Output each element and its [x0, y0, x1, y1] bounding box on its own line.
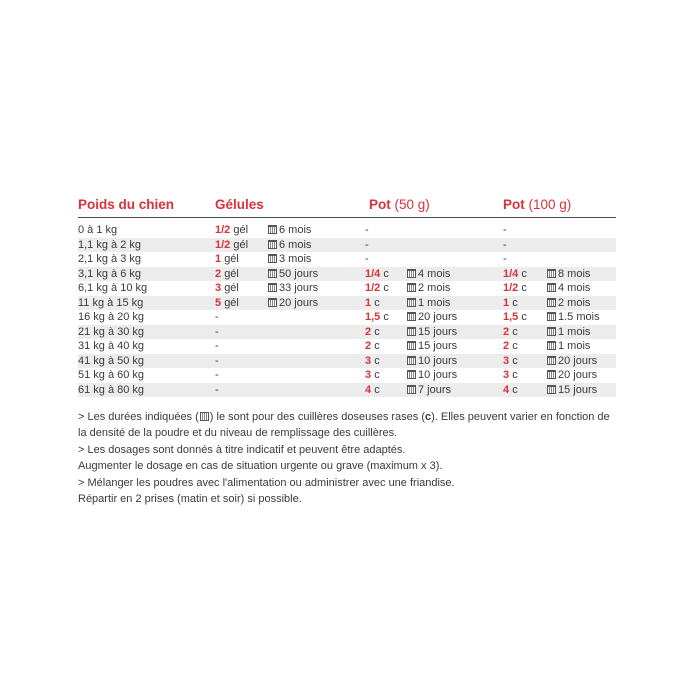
pot100-dose: 1/2: [503, 282, 519, 294]
weight-cell: 61 kg à 80 kg: [78, 383, 145, 396]
pot100-unit: c: [512, 340, 518, 352]
pot50-unit: c: [374, 354, 380, 367]
pot50-unit: c: [374, 296, 380, 309]
gel-dose-col: [215, 267, 239, 282]
pot50-dose-col: [365, 325, 380, 340]
weight-cell: 31 kg à 40 kg: [78, 340, 145, 352]
weight-cell: 41 kg à 50 kg: [78, 354, 145, 367]
header-pot-100-label: Pot: [503, 197, 525, 212]
calendar-icon: [268, 298, 277, 307]
pot50-unit: c: [374, 369, 380, 381]
calendar-icon: [407, 341, 416, 350]
pot100-dose: 3: [503, 369, 510, 381]
table-row: [78, 252, 616, 267]
pot50-dose-col: [365, 310, 389, 325]
pot50-unit: c: [374, 325, 380, 338]
gel-unit: gél: [224, 296, 239, 309]
calendar-icon: [547, 341, 556, 350]
pot50-duration: 1 mois: [418, 296, 451, 309]
calendar-icon: [268, 225, 277, 234]
pot100-duration-col: [547, 325, 590, 340]
pot100-duration: 8 mois: [558, 267, 591, 280]
table-row: [78, 383, 616, 398]
pot50-dose-col: [365, 354, 380, 369]
pot50-dose: 4: [365, 383, 372, 396]
gel-dose-col: [215, 368, 219, 383]
pot100-dose: 2: [503, 340, 510, 352]
pot100-dose-col: [503, 383, 518, 398]
pot50-dose-col: [365, 339, 380, 354]
pot50-dose: 3: [365, 369, 372, 381]
table-row: [78, 238, 616, 253]
calendar-icon: [547, 298, 556, 307]
header-pot-50-unit: (50 g): [394, 197, 430, 212]
table-row: [78, 339, 616, 354]
header-pot-100-unit: (100 g): [528, 197, 572, 212]
calendar-icon: [407, 298, 416, 307]
pot50-duration-col: [407, 281, 450, 296]
gel-duration: 6 mois: [279, 224, 312, 236]
pot50-duration: 10 jours: [418, 369, 458, 381]
weight-cell: 51 kg à 60 kg: [78, 369, 145, 381]
pot100-duration-col: [547, 368, 597, 383]
gel-dose: -: [215, 354, 219, 367]
pot50-dose: 2: [365, 340, 372, 352]
weight-col: [78, 354, 144, 369]
note-3-line-2: Répartir en 2 prises (matin et soir) si possible.: [78, 492, 302, 505]
pot50-duration-col: [407, 368, 457, 383]
pot50-duration-col: [407, 354, 457, 369]
calendar-icon: [268, 269, 277, 278]
pot50-dose-col: [365, 252, 369, 267]
gel-dose: -: [215, 383, 219, 396]
note-2-line-2: Augmenter le dosage en cas de situation urgente ou grave (maximum x 3).: [78, 459, 443, 472]
pot50-duration: 2 mois: [418, 282, 451, 294]
gel-unit: gél: [224, 253, 239, 265]
gel-dose: 2: [215, 267, 222, 280]
pot50-dose-col: [365, 267, 389, 282]
pot50-duration: 10 jours: [418, 354, 458, 367]
weight-cell: 2,1 kg à 3 kg: [78, 253, 141, 265]
gel-dose: -: [215, 369, 219, 381]
pot50-dose-col: [365, 223, 369, 238]
pot100-duration: 4 mois: [558, 282, 591, 294]
pot50-unit: c: [383, 282, 389, 294]
gel-duration-col: [268, 252, 311, 267]
pot50-dose: -: [365, 253, 369, 265]
pot100-unit: c: [512, 369, 518, 381]
calendar-icon: [268, 254, 277, 263]
gel-duration-col: [268, 281, 318, 296]
calendar-icon: [407, 283, 416, 292]
pot100-duration-col: [547, 281, 590, 296]
calendar-icon: [268, 283, 277, 292]
gel-dose-col: [215, 325, 219, 340]
calendar-icon: [547, 283, 556, 292]
pot100-unit: c: [512, 354, 518, 367]
table-header: [78, 197, 618, 215]
pot100-duration-col: [547, 383, 597, 398]
gel-unit: gél: [224, 282, 239, 294]
pot50-duration: 15 jours: [418, 340, 458, 352]
pot100-duration: 1 mois: [558, 340, 591, 352]
pot50-dose: 2: [365, 325, 372, 338]
note-2-line-1: > Les dosages sont donnés à titre indicatif et peuvent être adaptés.: [78, 444, 406, 456]
gel-dose: -: [215, 325, 219, 338]
pot100-duration-col: [547, 296, 590, 311]
table-row: [78, 281, 616, 296]
gel-dose: 5: [215, 296, 222, 309]
weight-col: [78, 296, 143, 311]
calendar-icon: [407, 269, 416, 278]
pot50-unit: c: [374, 383, 380, 396]
pot50-unit: c: [383, 311, 389, 323]
pot50-duration-col: [407, 325, 457, 340]
pot50-duration-col: [407, 310, 457, 325]
pot100-dose-col: [503, 339, 518, 354]
pot100-unit: c: [512, 325, 518, 338]
calendar-icon: [407, 385, 416, 394]
weight-cell: 6,1 kg à 10 kg: [78, 282, 148, 294]
table-row: [78, 223, 616, 238]
pot50-duration-col: [407, 296, 450, 311]
pot100-unit: c: [512, 296, 518, 309]
weight-cell: 0 à 1 kg: [78, 224, 118, 236]
pot100-dose-col: [503, 223, 507, 238]
pot100-duration: 1.5 mois: [558, 311, 600, 323]
gel-dose-col: [215, 238, 248, 253]
note-1-spoon: c: [425, 411, 432, 423]
pot100-duration-col: [547, 310, 600, 325]
weight-col: [78, 252, 141, 267]
calendar-icon: [407, 370, 416, 379]
note-1-part-a: > Les durées indiquées (: [78, 411, 199, 423]
pot100-dose: 2: [503, 325, 510, 338]
table-row: [78, 325, 616, 340]
pot50-dose: -: [365, 238, 369, 251]
calendar-icon: [268, 240, 277, 249]
gel-duration: 6 mois: [279, 238, 312, 251]
gel-dose: 1/2: [215, 224, 231, 236]
pot50-duration-col: [407, 383, 451, 398]
calendar-icon: [547, 327, 556, 336]
pot100-duration: 2 mois: [558, 296, 591, 309]
note-durations: [78, 410, 618, 441]
pot50-dose: -: [365, 224, 369, 236]
weight-col: [78, 281, 147, 296]
gel-duration-col: [268, 267, 318, 282]
pot100-dose-col: [503, 296, 518, 311]
table-row: [78, 296, 616, 311]
weight-col: [78, 223, 117, 238]
pot100-dose-col: [503, 267, 527, 282]
pot100-duration-col: [547, 339, 590, 354]
pot100-dose: 1: [503, 296, 510, 309]
pot50-dose: 1/2: [365, 282, 381, 294]
gel-unit: gél: [233, 238, 249, 251]
weight-cell: 16 kg à 20 kg: [78, 311, 145, 323]
gel-dose-col: [215, 281, 239, 296]
weight-cell: 11 kg à 15 kg: [78, 296, 144, 309]
header-poids: Poids du chien: [78, 197, 175, 212]
pot100-unit: c: [521, 311, 527, 323]
pot100-dose-col: [503, 310, 527, 325]
pot50-dose: 1,5: [365, 311, 381, 323]
pot100-dose-col: [503, 281, 527, 296]
table-row: [78, 368, 616, 383]
pot100-duration: 1 mois: [558, 325, 591, 338]
gel-unit: gél: [233, 224, 249, 236]
gel-duration: 33 jours: [279, 282, 319, 294]
pot100-dose: -: [503, 224, 507, 236]
pot50-unit: c: [374, 340, 380, 352]
pot100-dose-col: [503, 238, 507, 253]
gel-dose-col: [215, 252, 239, 267]
pot100-dose-col: [503, 325, 518, 340]
gel-unit: gél: [224, 267, 239, 280]
calendar-icon: [407, 327, 416, 336]
gel-duration-col: [268, 238, 311, 253]
gel-duration: 20 jours: [279, 296, 319, 309]
gel-dose-col: [215, 223, 248, 238]
note-1-part-b: ) le sont pour des cuillères doseuses rases (: [209, 411, 425, 423]
pot100-unit: c: [512, 383, 518, 396]
pot50-dose: 1/4: [365, 267, 381, 280]
pot100-dose: 1/4: [503, 267, 519, 280]
pot100-dose: 1,5: [503, 311, 519, 323]
pot100-duration: 15 jours: [558, 383, 598, 396]
note-3-line-1: > Mélanger les poudres avec l'alimentation ou administrer avec une friandise.: [78, 477, 455, 489]
gel-duration: 3 mois: [279, 253, 312, 265]
table-row: [78, 354, 616, 369]
weight-col: [78, 325, 144, 340]
gel-dose-col: [215, 296, 239, 311]
notes-section: [78, 410, 618, 509]
calendar-icon: [200, 412, 209, 421]
pot100-unit: c: [521, 282, 527, 294]
note-dosages: [78, 443, 618, 474]
header-pot-50: [369, 197, 430, 212]
gel-duration-col: [268, 223, 311, 238]
pot50-unit: c: [383, 267, 389, 280]
table-row: [78, 267, 616, 282]
gel-dose: 1/2: [215, 238, 231, 251]
weight-col: [78, 368, 144, 383]
pot100-duration-col: [547, 354, 597, 369]
pot50-duration: 15 jours: [418, 325, 458, 338]
pot50-dose: 3: [365, 354, 372, 367]
gel-dose: 1: [215, 253, 222, 265]
pot50-duration: 7 jours: [418, 383, 452, 396]
pot50-dose-col: [365, 296, 380, 311]
gel-dose: -: [215, 311, 219, 323]
gel-duration: 50 jours: [279, 267, 319, 280]
calendar-icon: [407, 356, 416, 365]
table-row: [78, 310, 616, 325]
weight-col: [78, 383, 144, 398]
header-gelules: Gélules: [215, 197, 264, 212]
pot50-dose-col: [365, 383, 380, 398]
calendar-icon: [407, 312, 416, 321]
header-pot-50-label: Pot: [369, 197, 391, 212]
calendar-icon: [547, 385, 556, 394]
pot100-duration: 20 jours: [558, 354, 598, 367]
note-administration: [78, 476, 618, 507]
pot100-duration-col: [547, 267, 590, 282]
pot50-dose-col: [365, 238, 369, 253]
pot50-duration-col: [407, 339, 457, 354]
note-1-part-d: ). Elles peuvent varier en fonction de la densité de la poudre et du niveau de remplissage des cuillères.: [78, 411, 610, 439]
pot50-dose-col: [365, 368, 380, 383]
pot100-dose: -: [503, 253, 507, 265]
calendar-icon: [547, 356, 556, 365]
pot100-duration: 20 jours: [558, 369, 598, 381]
pot100-dose: 3: [503, 354, 510, 367]
weight-col: [78, 339, 144, 354]
pot50-dose: 1: [365, 296, 372, 309]
weight-cell: 21 kg à 30 kg: [78, 325, 145, 338]
weight-col: [78, 267, 141, 282]
dosage-table: [78, 223, 616, 397]
gel-dose: -: [215, 340, 219, 352]
pot100-dose-col: [503, 354, 518, 369]
weight-cell: 1,1 kg à 2 kg: [78, 238, 141, 251]
pot50-duration: 20 jours: [418, 311, 458, 323]
gel-dose-col: [215, 310, 219, 325]
pot100-dose: 4: [503, 383, 510, 396]
gel-dose-col: [215, 339, 219, 354]
gel-dose-col: [215, 354, 219, 369]
gel-dose-col: [215, 383, 219, 398]
pot100-dose: -: [503, 238, 507, 251]
pot50-duration: 4 mois: [418, 267, 451, 280]
dosage-document: [78, 197, 618, 505]
pot100-dose-col: [503, 368, 518, 383]
weight-col: [78, 238, 141, 253]
calendar-icon: [547, 269, 556, 278]
pot100-unit: c: [521, 267, 527, 280]
pot100-dose-col: [503, 252, 507, 267]
header-divider: [78, 217, 616, 218]
pot50-dose-col: [365, 281, 389, 296]
gel-duration-col: [268, 296, 318, 311]
gel-dose: 3: [215, 282, 222, 294]
calendar-icon: [547, 312, 556, 321]
weight-cell: 3,1 kg à 6 kg: [78, 267, 141, 280]
pot50-duration-col: [407, 267, 450, 282]
weight-col: [78, 310, 144, 325]
calendar-icon: [547, 370, 556, 379]
header-pot-100: [503, 197, 571, 212]
